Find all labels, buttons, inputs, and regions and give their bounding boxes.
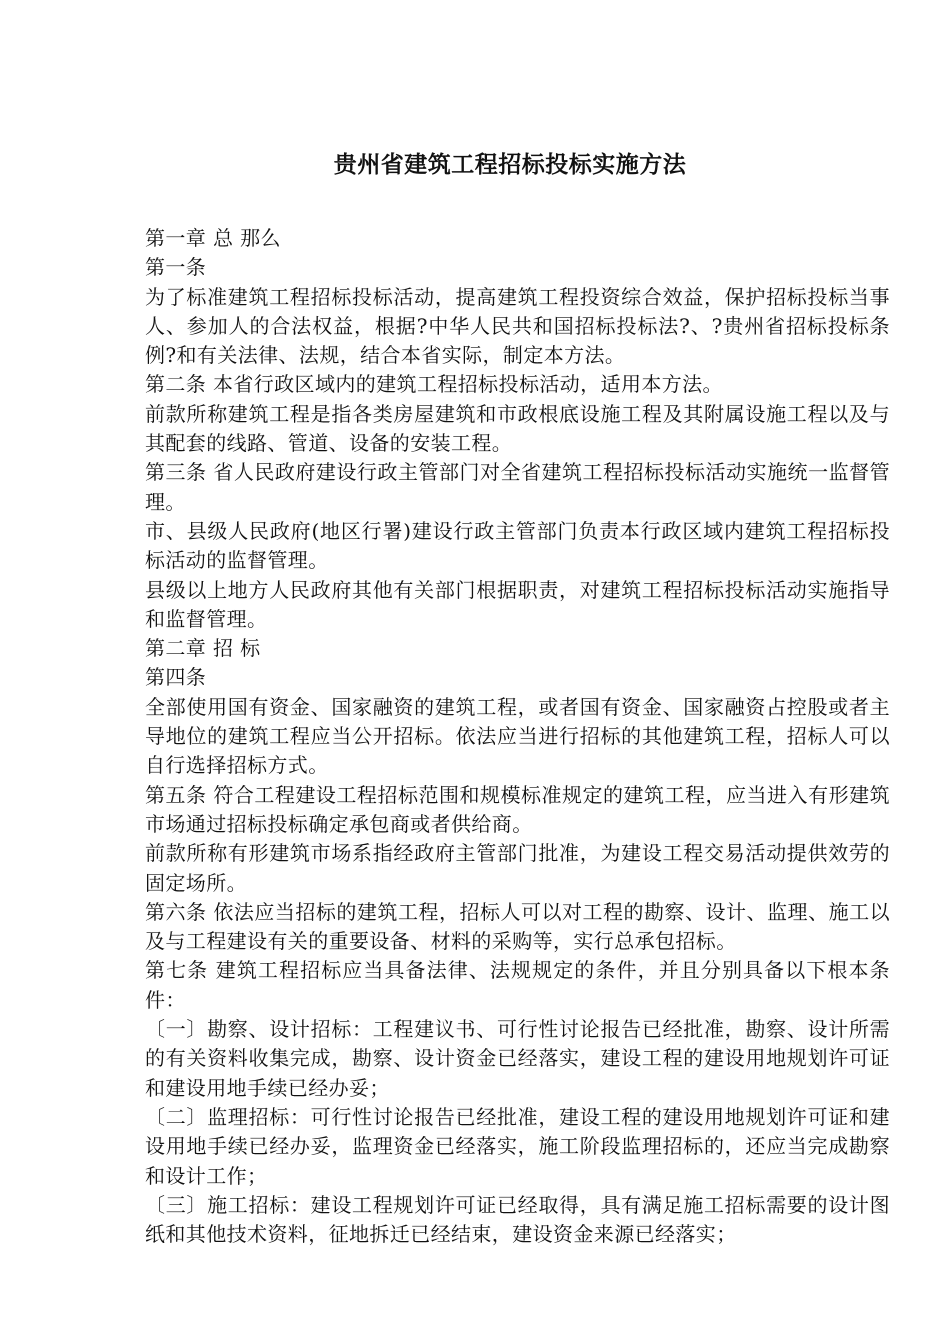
paragraph: 第七条 建筑工程招标应当具备法律、法规规定的条件，并且分别具备以下根本条件： [145, 958, 890, 1012]
paragraph: 全部使用国有资金、国家融资的建筑工程，或者国有资金、国家融资占控股或者主导地位的建筑工程应当公开招标。依法应当进行招标的其他建筑工程，招标人可以自行选择招标方式。 [145, 694, 890, 778]
list-item: 〔二〕监理招标：可行性讨论报告已经批准，建设工程的建设用地规划许可证和建设用地手续已经办妥，监理资金已经落实，施工阶段监理招标的，还应当完成勘察和设计工作； [145, 1104, 890, 1188]
article-heading: 第四条 [145, 665, 207, 690]
chapter-heading: 第一章 总 那么 [145, 226, 281, 250]
document-body [145, 224, 890, 1249]
paragraph: 第六条 依法应当招标的建筑工程，招标人可以对工程的勘察、设计、监理、施工以及与工程建设有关的重要设备、材料的采购等，实行总承包招标。 [145, 899, 890, 954]
document-title: 贵州省建筑工程招标投标实施方法 [333, 151, 687, 178]
list-item: 〔一〕勘察、设计招标：工程建议书、可行性讨论报告已经批准，勘察、设计所需的有关资料收集完成，勘察、设计资金已经落实，建设工程的建设用地规划许可证和建设用地手续已经办妥； [145, 1017, 890, 1100]
paragraph: 市、县级人民政府(地区行署)建设行政主管部门负责本行政区域内建筑工程招标投标活动的监督管理。 [145, 518, 890, 573]
chapter-heading: 第二章 招 标 [145, 636, 261, 661]
paragraph: 前款所称有形建筑市场系指经政府主管部门批准，为建设工程交易活动提供效劳的固定场所。 [145, 841, 890, 895]
paragraph: 为了标准建筑工程招标投标活动，提高建筑工程投资综合效益，保护招标投标当事人、参加人的合法权益，根据?中华人民共和国招标投标法?、?贵州省招标投标条例?和有关法律、法规，结合本省实际，制定本方法。 [145, 284, 890, 368]
paragraph: 第五条 符合工程建设工程招标范围和规模标准规定的建筑工程，应当进入有形建筑市场通过招标投标确定承包商或者供给商。 [145, 782, 890, 836]
paragraph: 第三条 省人民政府建设行政主管部门对全省建筑工程招标投标活动实施统一监督管理。 [145, 460, 890, 514]
article-heading: 第一条 [145, 255, 207, 280]
paragraph: 县级以上地方人民政府其他有关部门根据职责，对建筑工程招标投标活动实施指导和监督管理。 [145, 577, 890, 631]
paragraph: 第二条 本省行政区域内的建筑工程招标投标活动，适用本方法。 [145, 372, 723, 397]
paragraph: 前款所称建筑工程是指各类房屋建筑和市政根底设施工程及其附属设施工程以及与其配套的线路、管道、设备的安装工程。 [145, 401, 890, 456]
list-item: 〔三〕施工招标：建设工程规划许可证已经取得，具有满足施工招标需要的设计图纸和其他技术资料，征地拆迁已经结束，建设资金来源已经落实； [145, 1192, 890, 1247]
